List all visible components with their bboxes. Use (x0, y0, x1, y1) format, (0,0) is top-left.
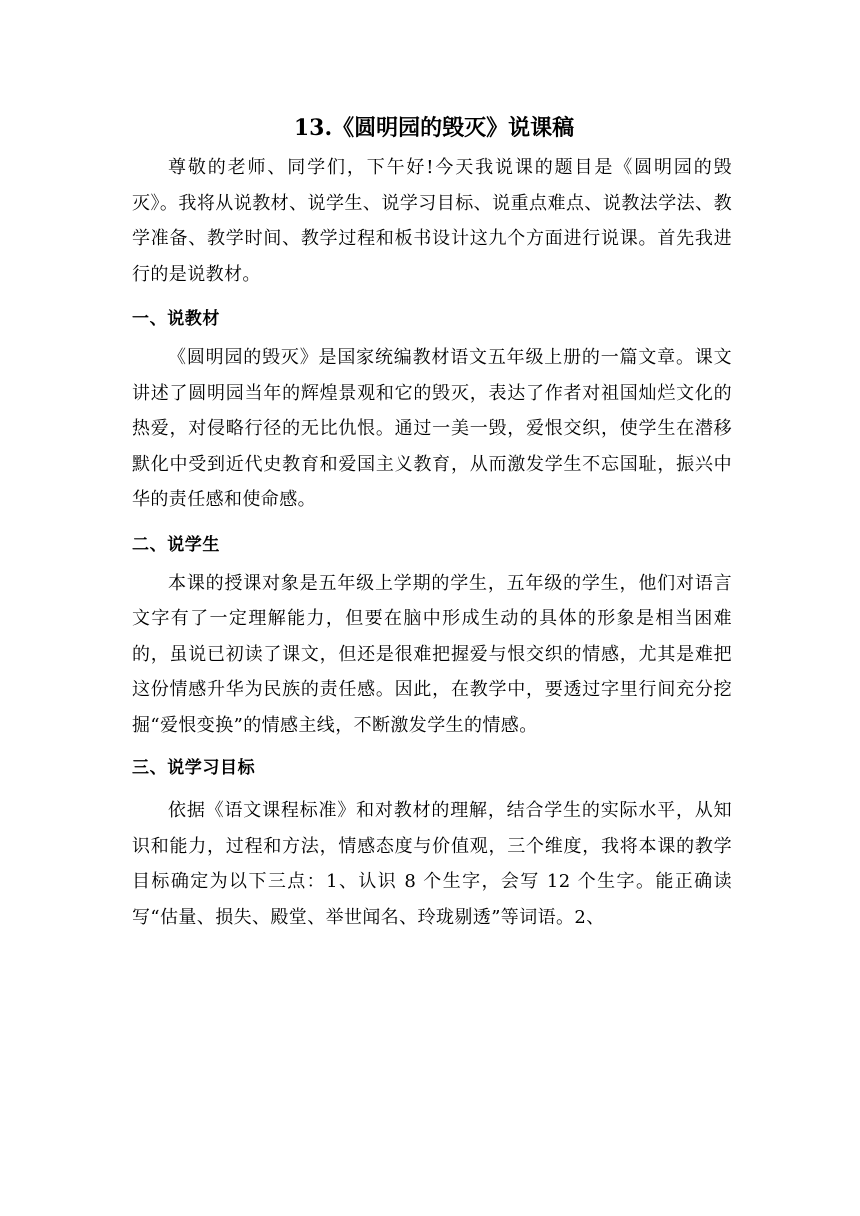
document-title: 13.《圆明园的毁灭》说课稿 (293, 115, 575, 141)
section-body-students: 本课的授课对象是五年级上学期的学生，五年级的学生，他们对语言文字有了一定理解能力，但要在脑中形成生动的具体的形象是相当困难的，虽说已初读了课文，但还是很难把握爱与恨交织的情感，尤其是难把这份情感升华为民族的责任感。因此，在教学中，要透过字里行间充分挖掘“爱恨变换”的情感主线，不断激发学生的情感。 (132, 572, 732, 736)
intro-paragraph: 尊敬的老师、同学们，下午好!今天我说课的题目是《圆明园的毁灭》。我将从说教材、说学生、说学习目标、说重点难点、说教法学法、教学准备、教学时间、教学过程和板书设计这九个方面进行说课。首先我进行的是说教材。 (132, 157, 732, 285)
section-heading-textbook: 一、说教材 (132, 309, 220, 329)
document-page (132, 112, 732, 935)
section-heading-objectives: 三、说学习目标 (132, 758, 256, 778)
section-body-textbook: 《圆明园的毁灭》是国家统编教材语文五年级上册的一篇文章。课文讲述了圆明园当年的辉煌景观和它的毁灭，表达了作者对祖国灿烂文化的热爱，对侵略行径的无比仇恨。通过一美一毁，爱恨交织，使学生在潜移默化中受到近代史教育和爱国主义教育，从而激发学生不忘国耻，振兴中华的责任感和使命感。 (132, 347, 732, 510)
section-heading-students: 二、说学生 (132, 534, 220, 555)
section-body-objectives: 依据《语文课程标准》和对教材的理解，结合学生的实际水平，从知识和能力，过程和方法，情感态度与价值观，三个维度，我将本课的教学目标确定为以下三点：1、认识 8 个生字，会写 12 个生字。能正确读写“估量、损失、殿堂、举世闻名、玲珑剔透”等词语。2、 (132, 800, 732, 928)
